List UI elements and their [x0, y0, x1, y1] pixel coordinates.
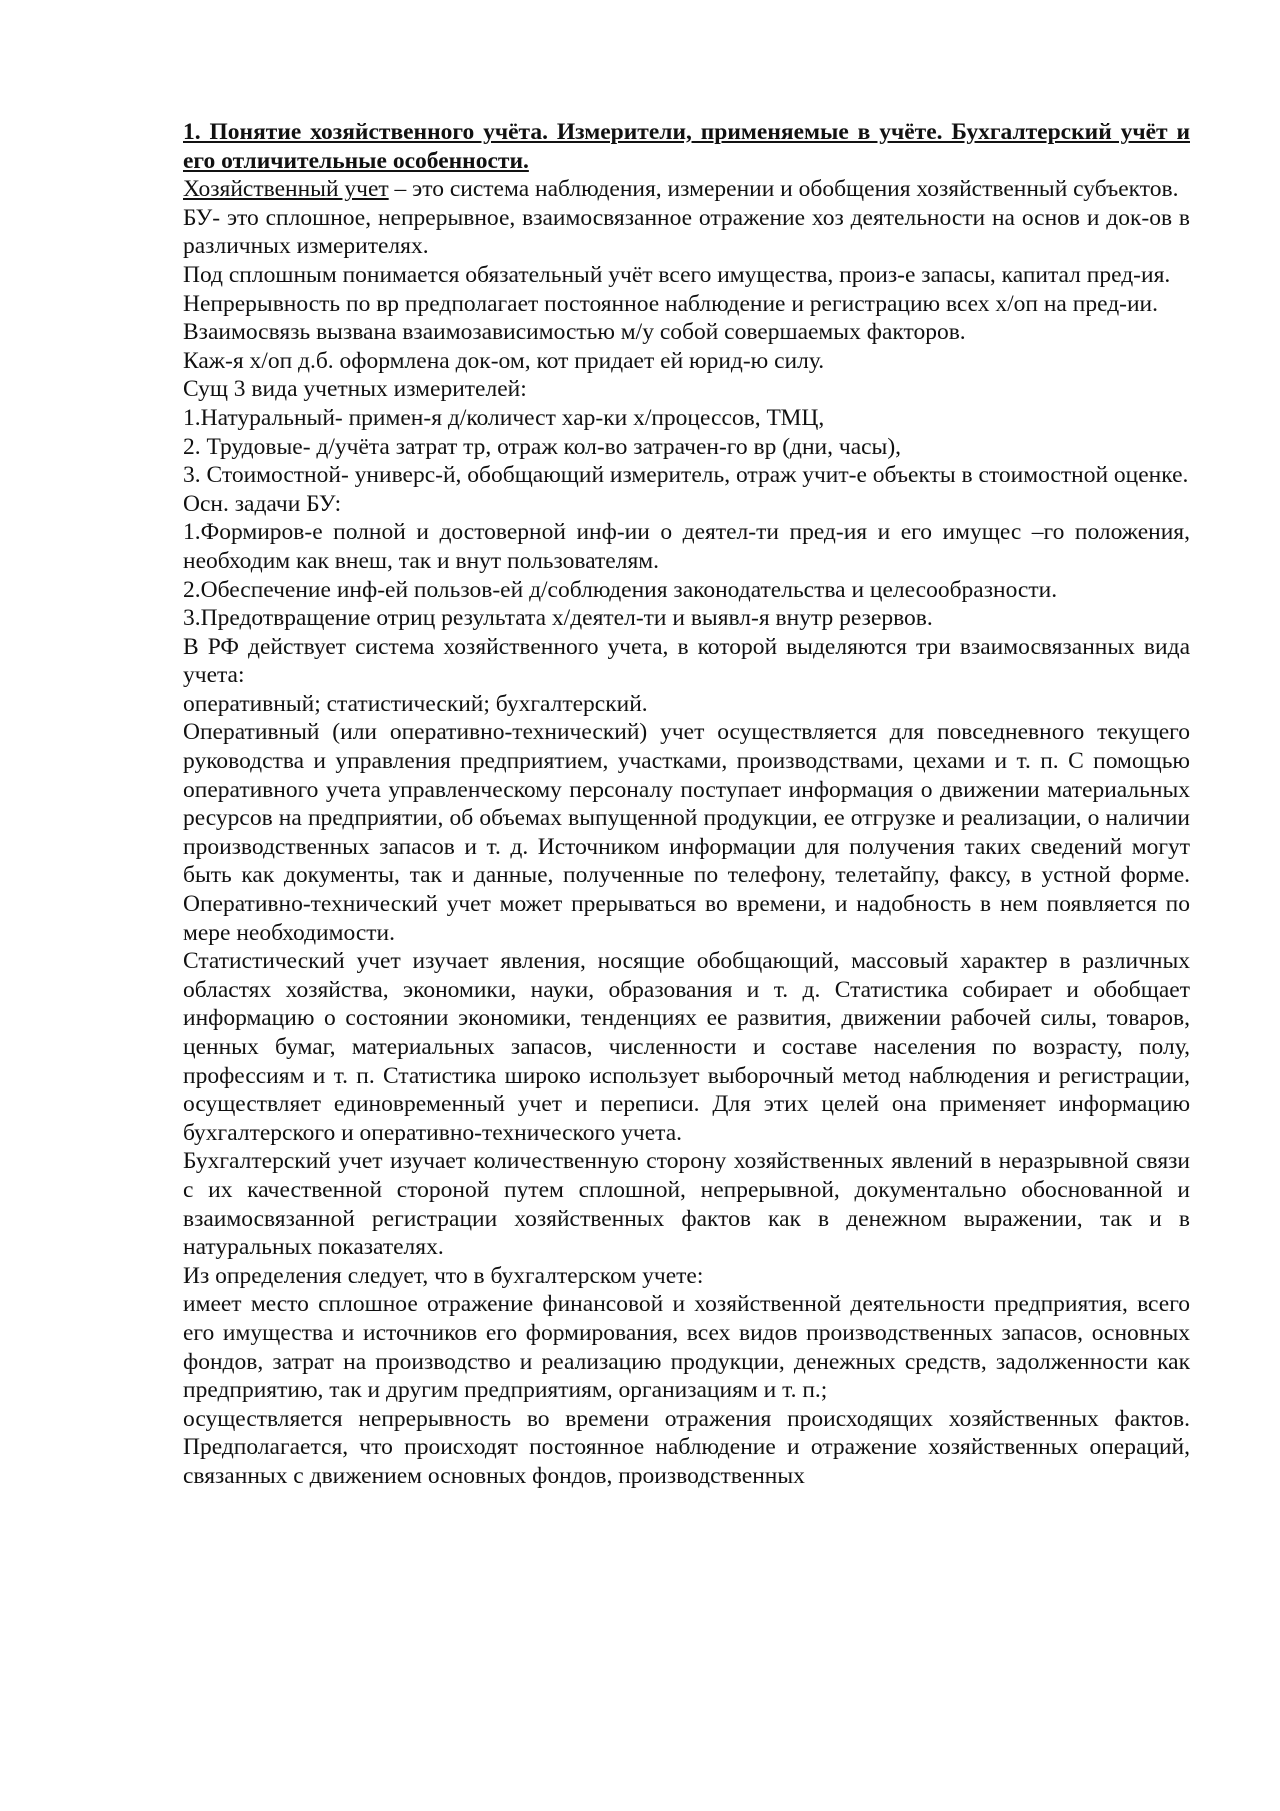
- list-item: 2. Трудовые- д/учёта затрат тр, отраж кол-во затрачен-го вр (дни, часы),: [183, 433, 902, 460]
- list-item: 1.Формиров-е полной и достоверной инф-ии о деятел-ти пред-ия и его имущес –го положения, необходим как внеш, так и внут пользователям.: [183, 519, 1190, 574]
- paragraph: Бухгалтерский учет изучает количественную сторону хозяйственных явлений в неразрывной связи с их качественной стороной путем сплошной, непрерывной, документально обоснованной и взаимосвязанной регистрации хозяйственных фактов как в денежном выражении, так и в натуральных показателях.: [183, 1148, 1190, 1261]
- paragraph: Статистический учет изучает явления, носящие обобщающий, массовый характер в различных областях хозяйства, экономики, науки, образования и т. д. Статистика собирает и обобщает информацию о состоянии экономики, тенденциях ее развития, движении рабочей силы, товаров, ценных бумаг, материальных запасов, численности и составе населения по возрасту, полу, профессиям и т. п. Статистика широко использует выборочный метод наблюдения и регистрации, осуществляет единовременный учет и переписи. Для этих целей она применяет информацию бухгалтерского и оперативно-технического учета.: [183, 948, 1190, 1146]
- paragraph: оперативный; статистический; бухгалтерский.: [183, 690, 648, 717]
- paragraph: Осн. задачи БУ:: [183, 490, 342, 517]
- document-page: [183, 118, 1190, 1491]
- paragraph: осуществляется непрерывность во времени отражения происходящих хозяйственных фактов. Предполагается, что происходят постоянное наблюдение и отражение хозяйственных операций, связанных с движением основных фондов, производственных: [183, 1405, 1190, 1489]
- paragraph: БУ- это сплошное, непрерывное, взаимосвязанное отражение хоз деятельности на основ и док-ов в различных измерителях.: [183, 204, 1190, 260]
- paragraph: Взаимосвязь вызвана взаимозависимостью м/у собой совершаемых факторов.: [183, 319, 966, 346]
- paragraph: Каж-я х/оп д.б. оформлена док-ом, кот придает ей юрид-ю силу.: [183, 347, 825, 374]
- section-heading: 1. Понятие хозяйственного учёта. Измерители, применяемые в учёте. Бухгалтерский учёт и его отличительные особенности.: [183, 119, 1190, 174]
- defined-term: Хозяйственный учет: [183, 176, 389, 203]
- paragraph: В РФ действует система хозяйственного учета, в которой выделяются три взаимосвязанных вида учета:: [183, 633, 1190, 689]
- paragraph: Непрерывность по вр предполагает постоянное наблюдение и регистрацию всех х/оп на пред-ии.: [183, 290, 1158, 317]
- paragraph: Оперативный (или оперативно-технический) учет осуществляется для повседневного текущего руководства и управления предприятием, участками, производствами, цехами и т. п. С помощью оперативного учета управленческому персоналу поступает информация о движении материальных ресурсов на предприятии, об объемах выпущенной продукции, ее отгрузке и реализации, о наличии производственных запасов и т. д. Источником информации для получения таких сведений могут быть как документы, так и данные, полученные по телефону, телетайпу, факсу, в устной форме. Оперативно-технический учет может прерываться во времени, и надобность в нем появляется по мере необходимости.: [183, 719, 1190, 946]
- definition-paragraph: [183, 175, 1190, 204]
- list-item: 1.Натуральный- примен-я д/количест хар-ки х/процессов, ТМЦ,: [183, 404, 825, 431]
- paragraph: Сущ 3 вида учетных измерителей:: [183, 376, 527, 403]
- list-item: 3. Стоимостной- универс-й, обобщающий измеритель, отраж учит-е объекты в стоимостной оценке.: [183, 462, 1189, 489]
- list-item: 2.Обеспечение инф-ей пользов-ей д/соблюдения законодательства и целесообразности.: [183, 576, 1058, 603]
- paragraph: имеет место сплошное отражение финансовой и хозяйственной деятельности предприятия, всего его имущества и источников его формирования, всех видов производственных запасов, основных фондов, затрат на производство и реализацию продукции, денежных средств, задолженности как предприятию, так и другим предприятиям, организациям и т. п.;: [183, 1291, 1190, 1404]
- paragraph: Под сплошным понимается обязательный учёт всего имущества, произ-е запасы, капитал пред-ия.: [183, 261, 1171, 288]
- paragraph: Из определения следует, что в бухгалтерском учете:: [183, 1262, 704, 1289]
- definition-text: – это система наблюдения, измерении и обобщения хозяйственный субъектов.: [388, 176, 1179, 203]
- list-item: 3.Предотвращение отриц результата х/деятел-ти и выявл-я внутр резервов.: [183, 605, 933, 632]
